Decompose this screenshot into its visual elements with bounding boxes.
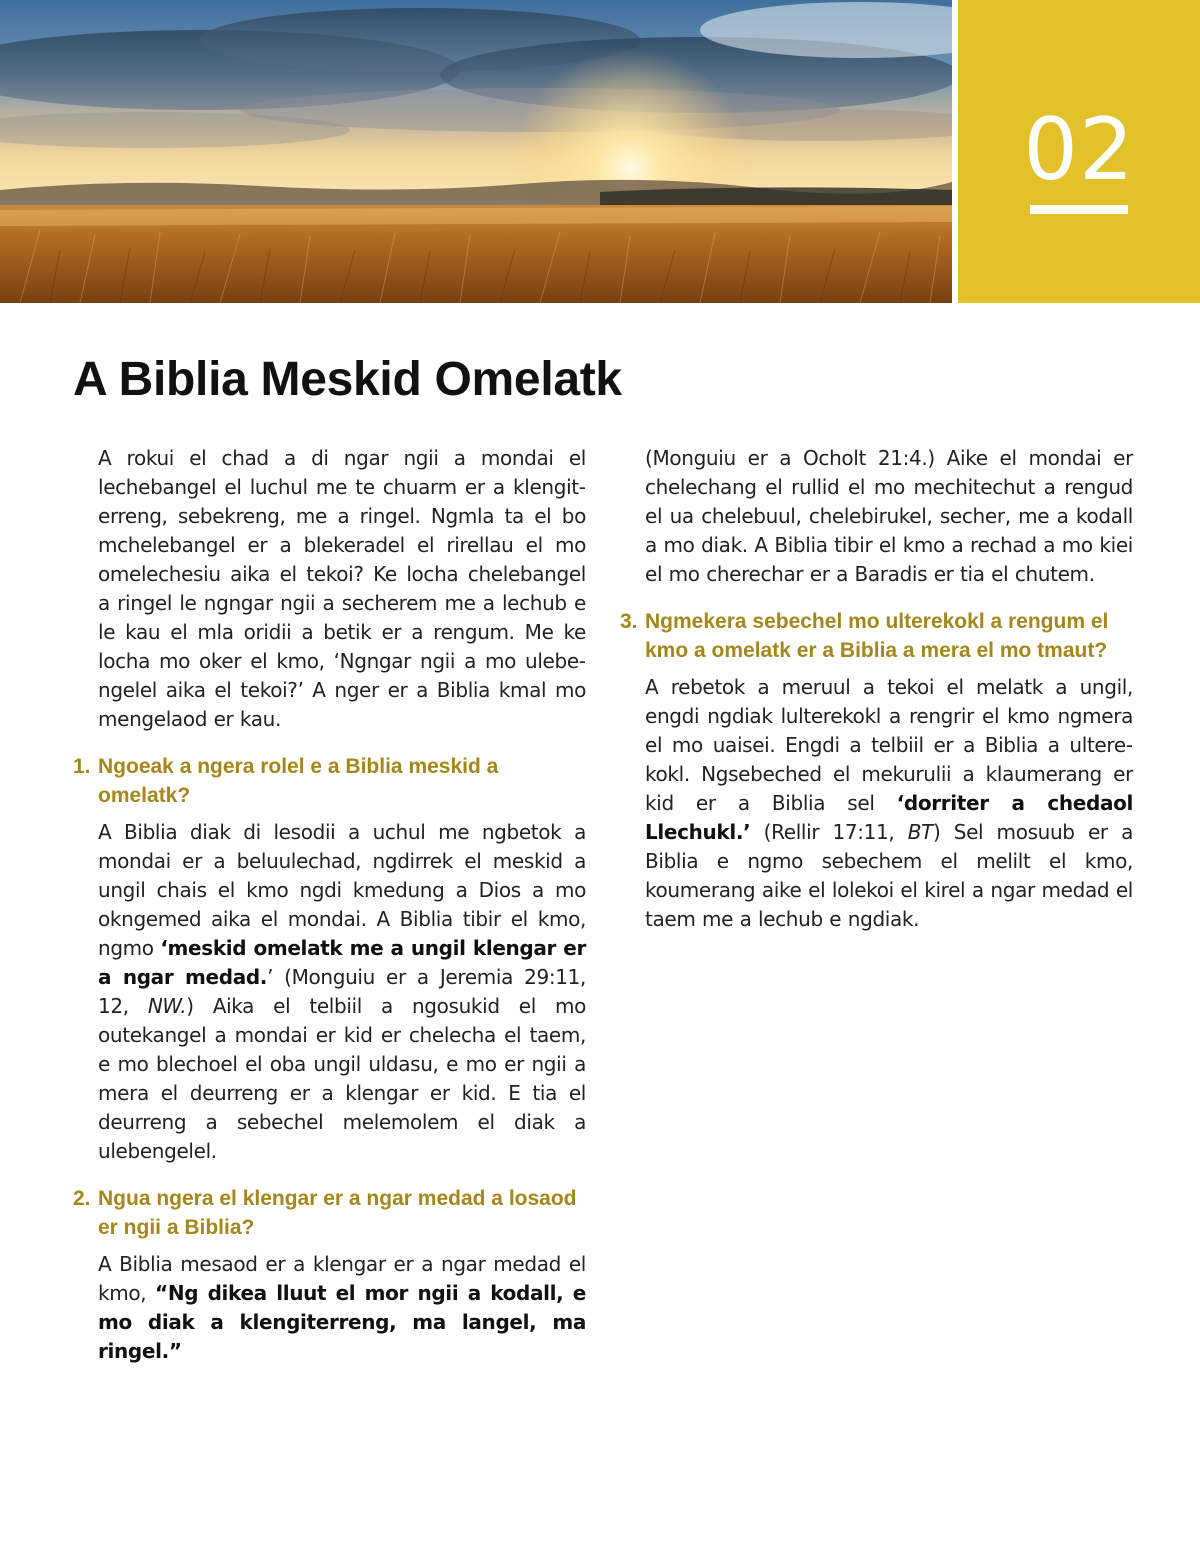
- question-1: [73, 752, 586, 810]
- question-1-number: 1.: [73, 755, 91, 778]
- answer-1-version: NW.: [147, 994, 187, 1018]
- question-1-text: Ngoeak a ngera rolel e a Biblia meskid a omelatk?: [98, 755, 499, 807]
- answer-2-text-a: A Biblia mesaod er a klengar er a ngar medad el kmo,: [98, 1252, 586, 1305]
- answer-1-paragraph: [98, 818, 586, 1166]
- answer-1-text-b: ) Aika el telbiil a ngosukid el mo outekangel a mondai er kid er chelecha el taem, e mo blechoel el oba ungil uldasu, e mo er ngii a mera el deurreng er a klengar er kid. E tia el deurreng a sebechel melemolem el diak a ulebengelel.: [98, 994, 586, 1163]
- question-3-text: Ngmekera sebechel mo ulterekokl a rengum el kmo a omelatk er a Biblia a mera el mo tmaut?: [645, 610, 1109, 662]
- question-2: [73, 1184, 586, 1242]
- header-photo: [0, 0, 952, 303]
- answer-2-continued: (Monguiu er a Ocholt 21:4.) Aike el mondai er chelechang el rullid el mo mechitechut a rengud el ua chelebuul, chelebirukel, secher, me a kodall a mo diak. A Biblia tibir el kmo a rechad a mo kiei el mo cherechar er a Baradis er tia el chutem.: [645, 446, 1133, 586]
- badge-underline: [1030, 205, 1128, 214]
- page-title: A Biblia Meskid Omelatk: [73, 353, 622, 406]
- intro-paragraph: A rokui el chad a di ngar ngii a mondai el lechebangel el luchul me te chuarm er a klengiterreng, sebekreng, me a ringel. Ngmla ta el bo mchelebangel er a blekeradel el rirellau el mo omelechesiu aika el tekoi? Ke locha chelebangel a ringel le ngngar ngii a secherem me a lechub e le kau el mla oridii a betik er a rengum. Me ke locha mo oker el kmo, ‘Ngngar ngii a mo ulebengelel aika el tekoi?’ A nger er a Biblia kmal mo mengelaod er kau.: [98, 446, 586, 731]
- wheat-field-sunset-image: [0, 0, 952, 303]
- right-column: [620, 444, 1133, 934]
- left-column: [73, 444, 586, 1366]
- answer-3-paragraph: [645, 673, 1133, 934]
- answer-2-paragraph: [98, 1250, 586, 1366]
- answer-3-emphasis: ‘dorriter a chedaol Llechukl.’: [645, 791, 1133, 844]
- question-2-text: Ngua ngera el klengar er a ngar medad a losaod er ngii a Biblia?: [98, 1187, 577, 1239]
- lesson-number-badge: [958, 0, 1200, 303]
- answer-2-emphasis: “Ng dikea lluut el mor ngii a kodall, e mo diak a klengiterreng, ma langel, ma ringel.”: [98, 1281, 586, 1363]
- question-3-number: 3.: [620, 610, 638, 633]
- answer-1-emphasis: ‘meskid omelatk me a ungil klengar er a ngar medad.: [98, 936, 586, 989]
- answer-3-version: BT: [907, 820, 933, 844]
- answer-3-text-b: ) Sel mosuub er a Biblia e ngmo sebechem el melilt el kmo, koumerang aike el lolekoi el kirel a ngar medad el taem me a lechub e ngdiak.: [645, 820, 1133, 931]
- answer-1-text-a: A Biblia diak di lesodii a uchul me ngbetok a mondai er a beluulechad, ngdirrek el meskid a ungil chais el kmo ngdi kmedung a Dios a mo okngemed aika el mondai. A Biblia tibir el kmo, ngmo: [98, 820, 586, 960]
- answer-3-text-a: A rebetok a meruul a tekoi el melatk a ungil, engdi ngdiak lulterekokl a rengrir el kmo ngmera el mo uaisei. Engdi a telbiil er a Biblia a ulterekokl. Ngsebeched el mekurulii a klaumerang er kid er a Biblia sel: [645, 675, 1133, 815]
- lesson-number: 02: [1023, 100, 1135, 200]
- question-3: [620, 607, 1133, 665]
- question-2-number: 2.: [73, 1187, 91, 1210]
- answer-1-citation: ’ (Monguiu er a Jeremia 29:11, 12,: [98, 965, 586, 1018]
- answer-3-citation: (Rellir 17:11,: [750, 820, 908, 844]
